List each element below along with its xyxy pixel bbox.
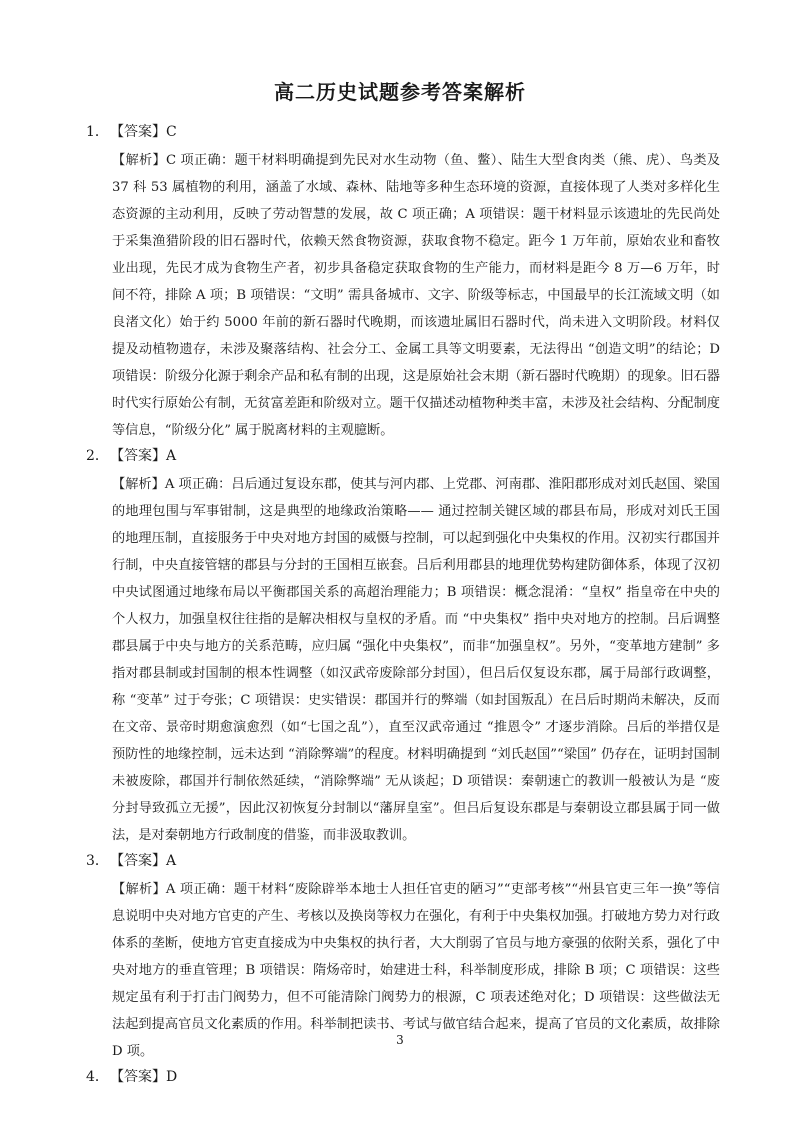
question-number: 1． bbox=[86, 124, 109, 140]
question-number: 3． bbox=[86, 853, 109, 869]
answer-text: 【答案】C bbox=[110, 124, 177, 140]
explanation-text: 【解析】A 项正确：题干材料“废除辟举本地士人担任官吏的陋习”“吏部考核”“州县官吏三年一换”等信息说明中央对地方官吏的产生、考核以及换岗等权力在强化，有利于中央集权加强。打破地方势力对行政体系的垄断，使地方官吏直接成为中央集权的执行者，大大削弱了官员与地方豪强的依附关系，强化了中央对地方的垂直管理；B 项错误：隋炀帝时，始建进士科，科举制度形成，排除 B 项；C 项错误：这些规定虽有利于打击门阀势力，但不可能清除门阀势力的根源，C 项表述绝对化；D 项错误：这些做法无法起到提高官员文化素质的作用。科举制把读书、考试与做官结合起来，提高了官员的文化素质，故排除 D 项。 bbox=[112, 882, 720, 1059]
explanation-text: 【解析】C 项正确：题干材料明确提到先民对水生动物（鱼、鳖）、陆生大型食肉类（熊、虎）、鸟类及 37 科 53 属植物的利用，涵盖了水域、森林、陆地等多种生态环境的资源，直接体现了人类对多样化生态资源的主动利用，反映了劳动智慧的发展，故 C 项正确；A 项错误：题干材料显示该遗址的先民尚处于采集渔猎阶段的旧石器时代，依赖天然食物资源，获取食物不稳定。距今 1 万年前，原始农业和畜牧业出现，先民才成为食物生产者，初步具备稳定获取食物的生产能力，而材料是距今 8 万—6 万年，时间不符，排除 A 项；B 项错误：“文明” 需具备城市、文字、阶级等标志，中国最早的长江流域文明（如良渚文化）始于约 5000 年前的新石器时代晚期，而该遗址属旧石器时代，尚未进入文明阶段。材料仅提及动植物遗存，未涉及聚落结构、社会分工、金属工具等文明要素，无法得出 “创造文明”的结论；D 项错误：阶级分化源于剩余产品和私有制的出现，这是原始社会末期（新石器时代晚期）的现象。旧石器时代实行原始公有制，无贫富差距和阶级对立。题干仅描述动植物种类丰富，未涉及社会结构、分配制度等信息，“阶级分化” 属于脱离材料的主观臆断。 bbox=[112, 153, 720, 438]
answer-text: 【答案】A bbox=[110, 448, 177, 464]
explanation-text: 【解析】A 项正确：吕后通过复设东郡，使其与河内郡、上党郡、河南郡、淮阳郡形成对刘氏赵国、梁国的地理包围与军事钳制，这是典型的地缘政治策略—— 通过控制关键区域的郡县布局，形成对刘氏王国的地理压制，直接服务于中央对地方封国的威慑与控制，可以起到强化中央集权的作用。汉初实行郡国并行制，中央直接管辖的郡县与分封的王国相互嵌套。吕后利用郡县的地理优势构建防御体系，体现了汉初中央试图通过地缘布局以平衡郡国关系的高超治理能力；B 项错误：概念混淆：“皇权” 指皇帝在中央的个人权力，加强皇权往往指的是解决相权与皇权的矛盾。而 “中央集权” 指中央对地方的控制。吕后调整郡县属于中央与地方的关系范畴，应归属 “强化中央集权”，而非“加强皇权”。另外，“变革地方建制” 多指对郡县制或封国制的根本性调整（如汉武帝废除部分封国），但吕后仅复设东郡，属于局部行政调整，称 “变革” 过于夸张；C 项错误：史实错误：郡国并行的弊端（如封国叛乱）在吕后时期尚未解决，反而在文帝、景帝时期愈演愈烈（如“七国之乱”），直至汉武帝通过 “推恩令” 才逐步消除。吕后的举措仅是预防性的地缘控制，远未达到 “消除弊端”的程度。材料明确提到 “刘氏赵国”“梁国” 仍存在，证明封国制未被废除，郡国并行制依然延续，“消除弊端” 无从谈起；D 项错误：秦朝速亡的教训一般被认为是 “废分封导致孤立无援”，因此汉初恢复分封制以“藩屏皇室”。但吕后复设东郡是与秦朝设立郡县属于同一做法，是对秦朝地方行政制度的借鉴，而非汲取教训。 bbox=[112, 477, 720, 843]
answer-line bbox=[86, 444, 720, 468]
question-item bbox=[86, 1065, 720, 1089]
answer-line bbox=[86, 1065, 720, 1089]
answer-text: 【答案】A bbox=[110, 853, 177, 869]
answer-line bbox=[86, 849, 720, 873]
question-number: 4． bbox=[86, 1069, 109, 1085]
question-list bbox=[86, 120, 720, 1092]
page-number: 3 bbox=[396, 1033, 404, 1047]
question-number: 2． bbox=[86, 448, 109, 464]
page-title: 高二历史试题参考答案解析 bbox=[274, 80, 526, 104]
answer-text: 【答案】D bbox=[110, 1069, 178, 1085]
question-item bbox=[86, 120, 720, 444]
answer-line bbox=[86, 120, 720, 144]
question-item bbox=[86, 444, 720, 849]
